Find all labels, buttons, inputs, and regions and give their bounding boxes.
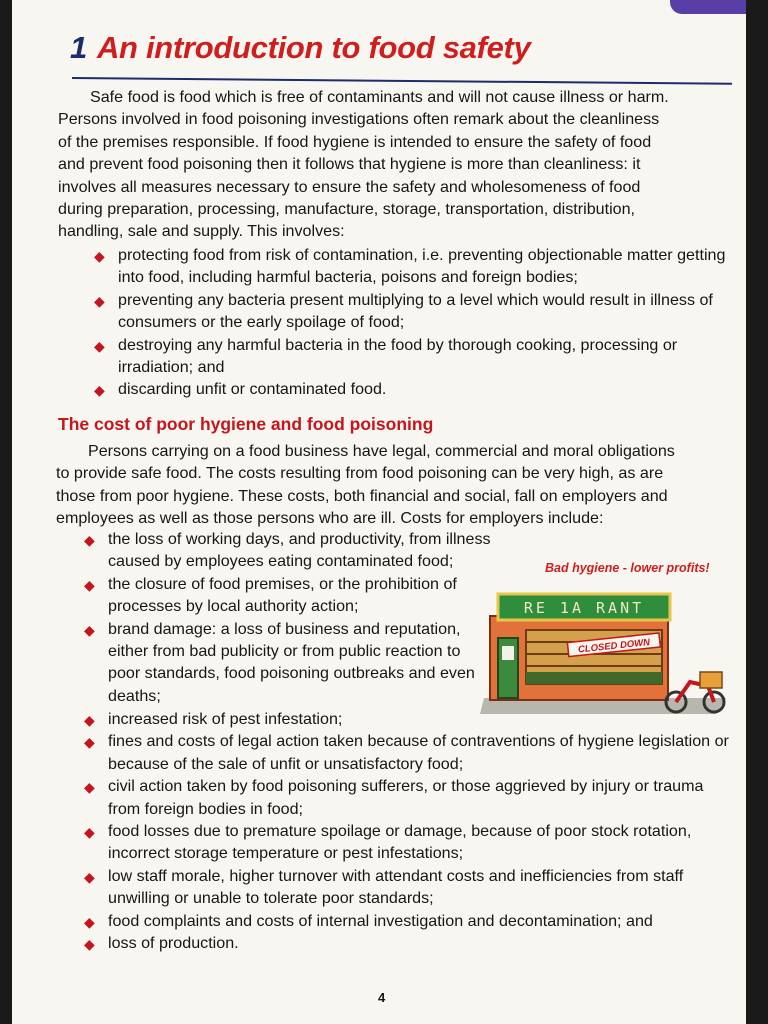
cost-line: Persons carrying on a food business have legal, commercial and moral obligations bbox=[88, 442, 675, 460]
list-item: ◆ fines and costs of legal action taken because of contraventions of hygiene legislation or because of the sale of unfit or unsatisfactory food; bbox=[84, 732, 729, 773]
diamond-bullet-icon: ◆ bbox=[94, 382, 105, 399]
intro-line: and prevent food poisoning then it follows that hygiene is more than cleanliness: it bbox=[58, 155, 641, 174]
diamond-bullet-icon: ◆ bbox=[84, 936, 95, 953]
intro-line: Safe food is food which is free of contaminants and will not cause illness or harm. bbox=[90, 88, 669, 106]
window-box bbox=[526, 672, 662, 684]
intro-line: handling, sale and supply. This involves: bbox=[58, 222, 345, 241]
diamond-bullet-icon: ◆ bbox=[84, 824, 95, 841]
list-item: ◆ increased risk of pest infestation; bbox=[74, 708, 736, 730]
cost-line: employees as well as those persons who are ill. Costs for employers include: bbox=[56, 509, 604, 528]
diamond-bullet-icon: ◆ bbox=[84, 712, 95, 728]
heading-rule bbox=[72, 77, 732, 85]
list-item: ◆ preventing any bacteria present multiplying to a level which would result in illness of consumers or the early spoilage of food; bbox=[94, 290, 713, 332]
diamond-bullet-icon: ◆ bbox=[84, 734, 95, 751]
banner-text: CLOSED DOWN bbox=[577, 637, 651, 656]
diamond-bullet-icon: ◆ bbox=[94, 292, 105, 309]
chapter-heading bbox=[70, 30, 531, 66]
diamond-bullet-icon: ◆ bbox=[94, 248, 105, 264]
chapter-title: An introduction to food safety bbox=[96, 30, 531, 65]
cost-line: to provide safe food. The costs resulting from food poisoning can be very high, as are bbox=[56, 464, 664, 483]
door-notice bbox=[502, 646, 514, 660]
list-item: ◆ low staff morale, higher turnover with attendant costs and inefficiencies from staff unwilling or unable to tolerate poor standards; bbox=[84, 866, 684, 908]
intro-line: during preparation, processing, manufacture, storage, transportation, distribution, bbox=[58, 200, 636, 219]
chapter-number: 1 bbox=[70, 30, 87, 65]
list-item: ◆ the loss of working days, and productivity, from illness caused by employees eating contaminated food; bbox=[84, 530, 491, 571]
diamond-bullet-icon: ◆ bbox=[84, 621, 95, 638]
intro-bullet-list bbox=[84, 244, 734, 401]
list-item: ◆ food losses due to premature spoilage or damage, because of poor stock rotation, incorrect storage temperature or pest infestations; bbox=[84, 822, 692, 863]
closed-restaurant-illustration bbox=[476, 586, 738, 718]
book-page bbox=[12, 0, 746, 1024]
cost-bullet-list-narrow bbox=[74, 528, 494, 707]
list-item: ◆ discarding unfit or contaminated food. bbox=[84, 378, 734, 400]
diamond-bullet-icon: ◆ bbox=[84, 779, 95, 796]
intro-line: involves all measures necessary to ensure the safety and wholesomeness of food bbox=[58, 177, 641, 196]
diamond-bullet-icon: ◆ bbox=[84, 576, 95, 593]
list-item: ◆ protecting food from risk of contamination, i.e. preventing objectionable matter getting into food, including harmful bacteria, poisons and foreign bodies; bbox=[94, 246, 726, 287]
list-item: ◆ food complaints and costs of internal investigation and decontamination; and bbox=[74, 910, 736, 932]
cost-line: those from poor hygiene. These costs, both financial and social, fall on employers and bbox=[56, 486, 668, 505]
cost-bullet-list-wide bbox=[74, 708, 736, 954]
diamond-bullet-icon: ◆ bbox=[84, 532, 95, 548]
intro-line: Persons involved in food poisoning investigations often remark about the cleanliness bbox=[58, 110, 660, 129]
list-item: ◆ destroying any harmful bacteria in the food by thorough cooking, processing or irradiation; and bbox=[94, 335, 678, 377]
intro-paragraph bbox=[58, 86, 734, 243]
list-item: ◆ civil action taken by food poisoning sufferers, or those aggrieved by injury or trauma from foreign bodies in food; bbox=[84, 777, 704, 818]
section-heading: The cost of poor hygiene and food poisoning bbox=[58, 414, 434, 434]
diamond-bullet-icon: ◆ bbox=[94, 337, 105, 354]
illustration-caption: Bad hygiene - lower profits! bbox=[545, 561, 710, 575]
cost-paragraph bbox=[56, 440, 732, 530]
list-item: ◆ the closure of food premises, or the prohibition of processes by local authority action; bbox=[84, 574, 457, 616]
list-item: ◆ loss of production. bbox=[74, 932, 736, 954]
list-item: ◆ brand damage: a loss of business and reputation, either from bad publicity or from public reaction to poor standards, food poisoning outbreaks and even deaths; bbox=[84, 619, 475, 705]
diamond-bullet-icon: ◆ bbox=[84, 913, 95, 930]
sign-text: RE 1A RANT bbox=[523, 599, 645, 617]
diamond-bullet-icon: ◆ bbox=[84, 868, 95, 885]
intro-line: of the premises responsible. If food hygiene is intended to ensure the safety of food bbox=[58, 132, 652, 151]
page-number: 4 bbox=[378, 990, 386, 1005]
chapter-tab bbox=[670, 0, 746, 14]
